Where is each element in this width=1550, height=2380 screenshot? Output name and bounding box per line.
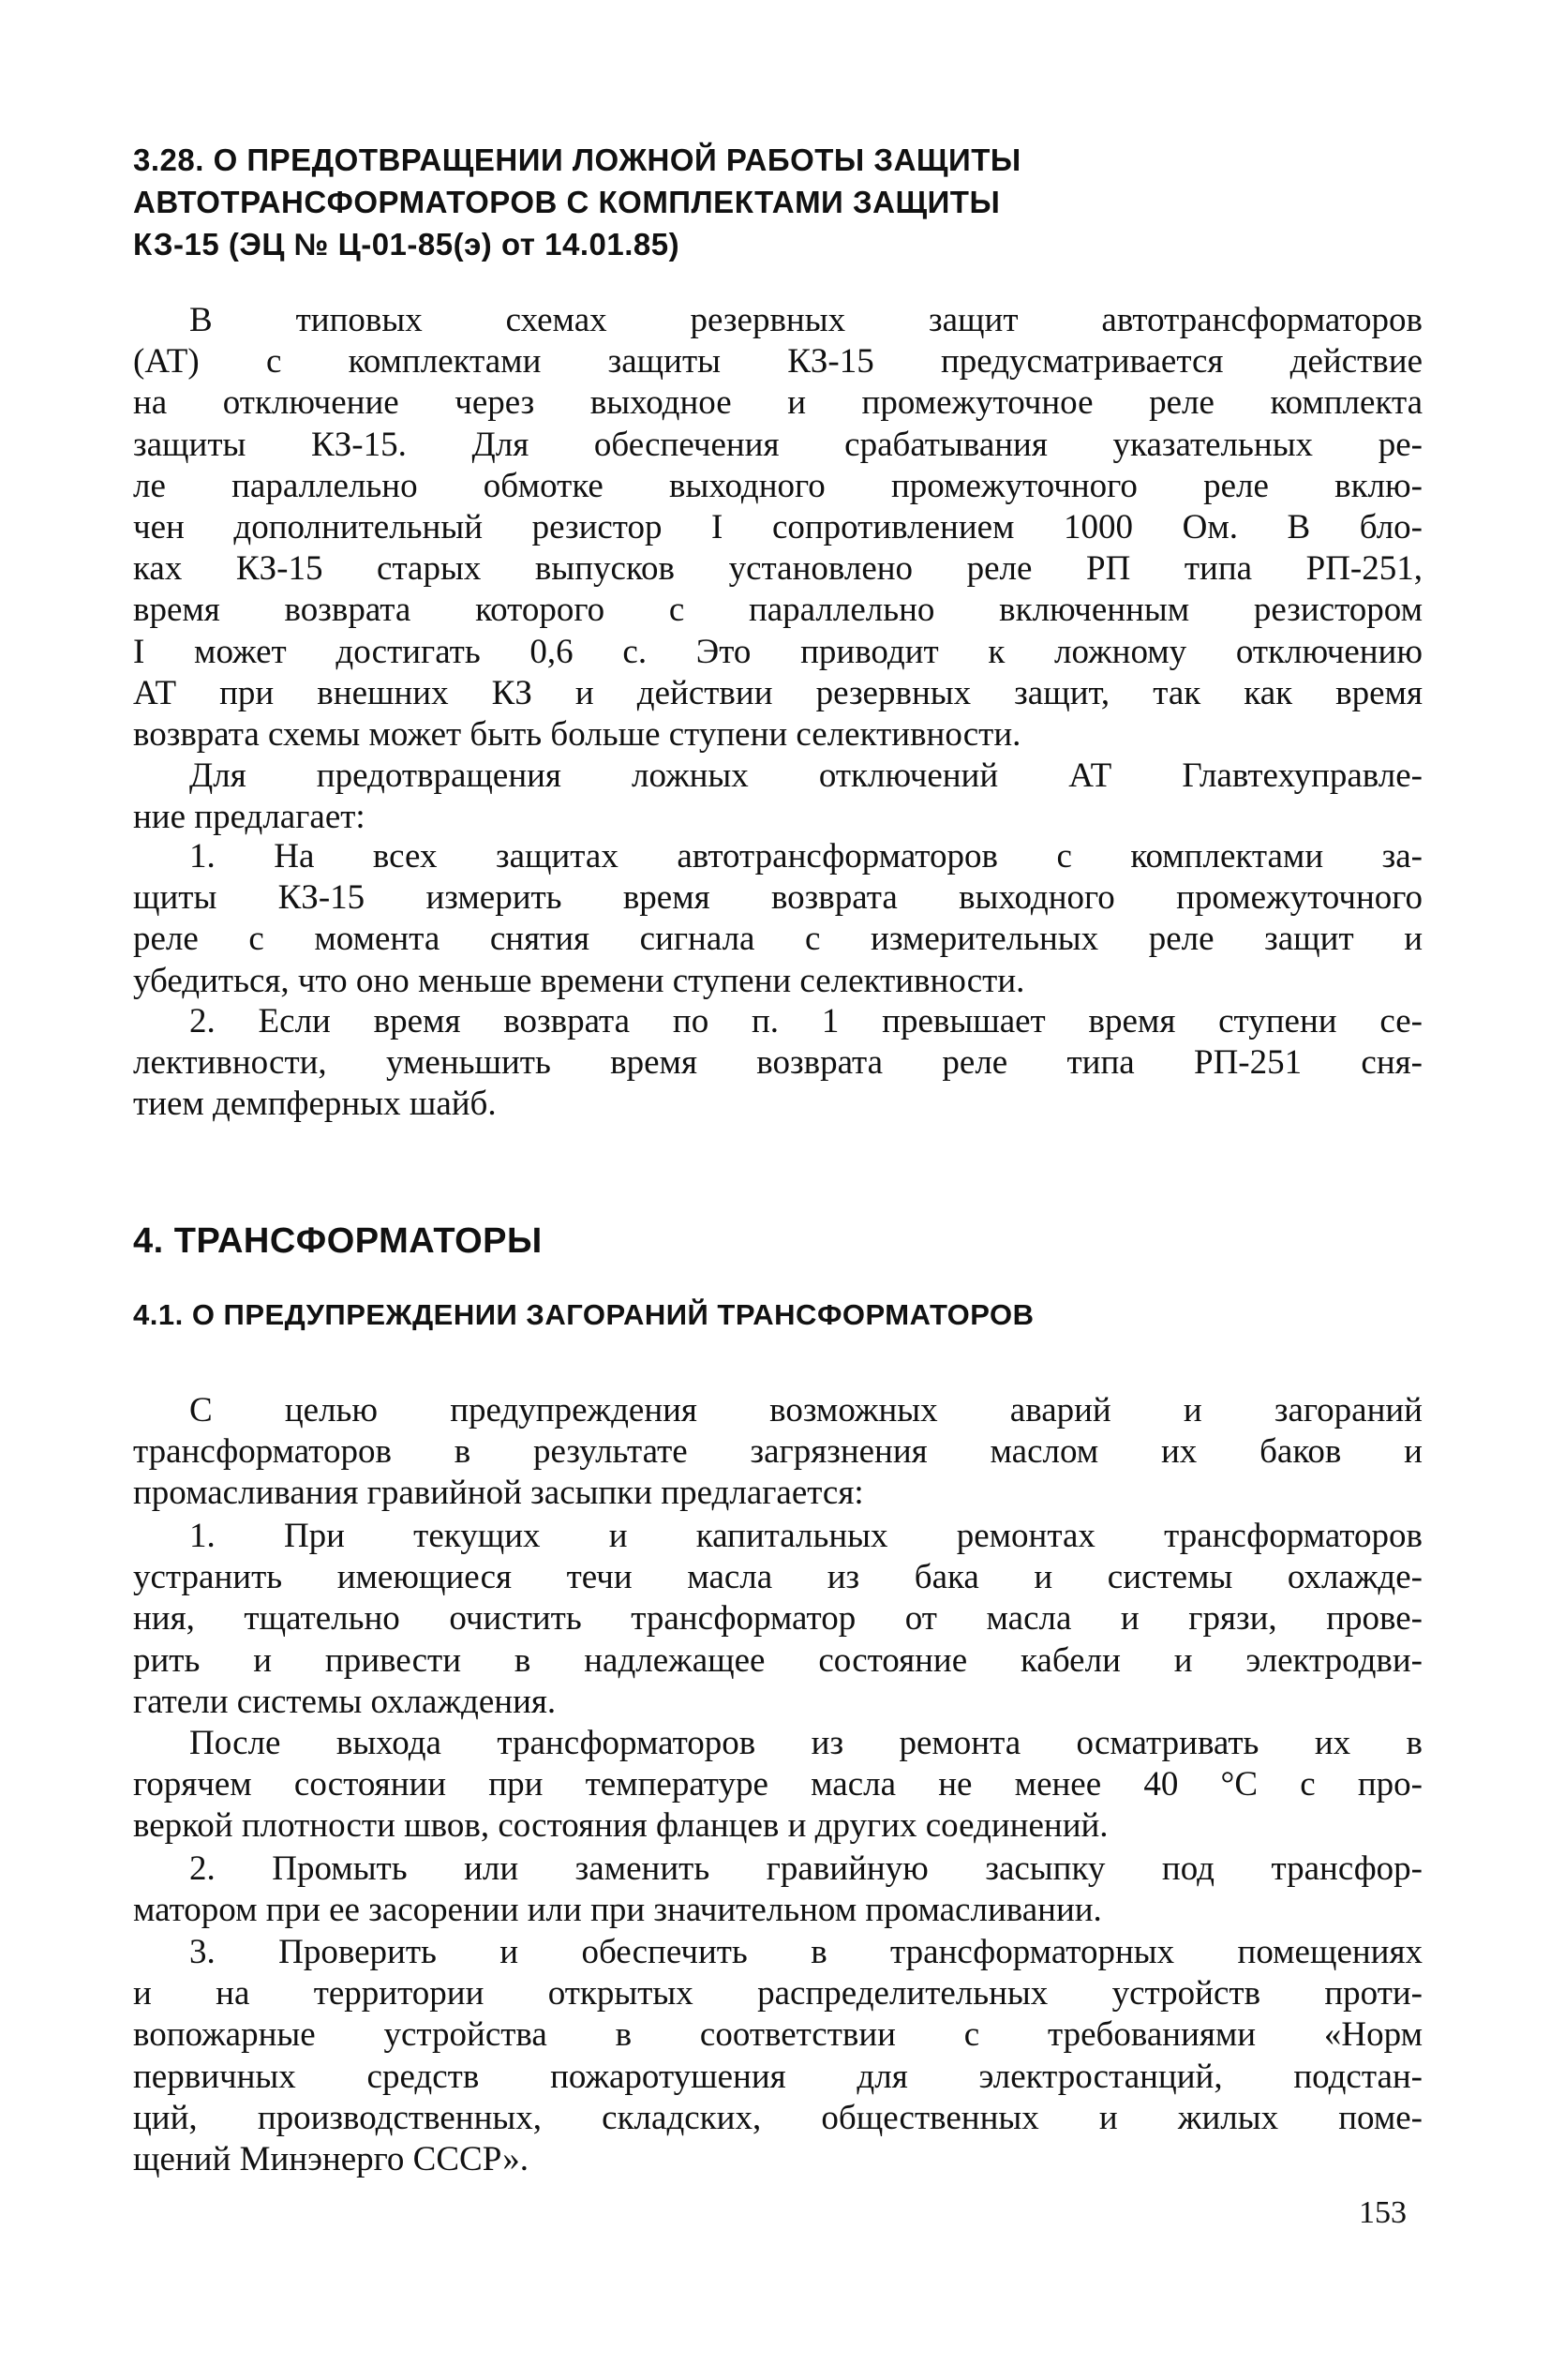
text-line: С целью предупреждения возможных аварий и загораний — [189, 1391, 1423, 1429]
text-line: 1. На всех защитах автотрансформаторов с комплектами за- — [189, 837, 1423, 876]
text-line: После выхода трансформаторов из ремонта осматривать их в — [189, 1724, 1423, 1762]
text-line: щений Минэнерго СССР». — [133, 2139, 529, 2178]
text-line: 2. Промыть или заменить гравийную засыпку под трансфор- — [189, 1849, 1423, 1888]
title-line: 3.28. О ПРЕДОТВРАЩЕНИИ ЛОЖНОЙ РАБОТЫ ЗАЩИТЫ — [133, 142, 1021, 177]
page-number: 153 — [1359, 2195, 1407, 2230]
text-line: возврата схемы может быть больше ступени селективности. — [133, 714, 1021, 754]
text-line: ций, производственных, складских, общественных и жилых поме- — [133, 2098, 1423, 2137]
text-line: трансформаторов в результате загрязнения маслом их баков и — [133, 1432, 1423, 1472]
text-line: веркой плотности швов, состояния фланцев и других соединений. — [133, 1806, 1109, 1846]
text-line: на отключение через выходное и промежуточное реле комплекта — [133, 383, 1423, 423]
text-line: реле с момента снятия сигнала с измерительных реле защит и — [133, 920, 1423, 959]
text-line: устранить имеющиеся течи масла из бака и системы охлажде- — [133, 1558, 1423, 1597]
text-line: горячем состоянии при температуре масла не менее 40 °С с про- — [133, 1765, 1423, 1804]
text-line: ние предлагает: — [133, 798, 365, 837]
paragraph — [133, 1723, 1423, 1848]
list-item — [133, 1516, 1423, 1723]
text-line: ле параллельно обмотке выходного промежуточного реле вклю- — [133, 466, 1423, 505]
text-line: Для предотвращения ложных отключений АТ Главтехуправле- — [189, 756, 1423, 795]
list-item — [133, 1001, 1423, 1126]
list-item — [133, 836, 1423, 1002]
text-line: вопожарные устройства в соответствии с требованиями «Норм — [133, 2015, 1423, 2055]
text-line: ках КЗ-15 старых выпусков установлено реле РП типа РП-251, — [133, 549, 1423, 589]
paragraph — [133, 756, 1423, 838]
text-line: лективности, уменьшить время возврата реле типа РП-251 сня- — [133, 1043, 1423, 1083]
text-line: 2. Если время возврата по п. 1 превышает время ступени се- — [189, 1002, 1423, 1040]
text-line: матором при ее засорении или при значительном промасливании. — [133, 1891, 1102, 1930]
text-line: время возврата которого с параллельно включенным резистором — [133, 591, 1423, 630]
text-line: 1. При текущих и капитальных ремонтах трансформаторов — [189, 1517, 1423, 1555]
paragraph — [133, 1390, 1423, 1515]
text-line: I может достигать 0,6 с. Это приводит к ложному отключению — [133, 632, 1423, 671]
list-item — [133, 1932, 1423, 2180]
text-line: первичных средств пожаротушения для электростанций, подстан- — [133, 2057, 1423, 2096]
text-line: и на территории открытых распределительных устройств проти- — [133, 1974, 1423, 2013]
subsection-title: 4.1. О ПРЕДУПРЕЖДЕНИИ ЗАГОРАНИЙ ТРАНСФОРМАТОРОВ — [133, 1298, 1035, 1331]
section-title — [133, 139, 1021, 265]
text-line: щиты КЗ-15 измерить время возврата выходного промежуточного — [133, 878, 1423, 918]
text-line: рить и привести в надлежащее состояние кабели и электродви- — [133, 1640, 1423, 1680]
text-line: АТ при внешних КЗ и действии резервных защит, так как время — [133, 673, 1423, 712]
text-line: гатели системы охлаждения. — [133, 1682, 557, 1721]
chapter-title: 4. ТРАНСФОРМАТОРЫ — [133, 1221, 543, 1261]
text-line: (АТ) с комплектами защиты КЗ-15 предусматривается действие — [133, 342, 1423, 382]
text-line: 3. Проверить и обеспечить в трансформаторных помещениях — [189, 1933, 1423, 1971]
text-line: защиты КЗ-15. Для обеспечения срабатывания указательных ре- — [133, 425, 1423, 464]
text-line: В типовых схемах резервных защит автотрансформаторов — [189, 301, 1423, 339]
text-line: промасливания гравийной засыпки предлагается: — [133, 1474, 864, 1513]
title-line: АВТОТРАНСФОРМАТОРОВ С КОМПЛЕКТАМИ ЗАЩИТЫ — [133, 185, 1001, 219]
title-line: КЗ-15 (ЭЦ № Ц-01-85(э) от 14.01.85) — [133, 227, 680, 262]
text-line: тием демпферных шайб. — [133, 1085, 497, 1124]
paragraph — [133, 300, 1423, 756]
text-line: чен дополнительный резистор I сопротивлением 1000 Ом. В бло- — [133, 507, 1423, 546]
list-item — [133, 1849, 1423, 1931]
text-line: ния, тщательно очистить трансформатор от масла и грязи, прове- — [133, 1599, 1423, 1639]
text-line: убедиться, что оно меньше времени ступени селективности. — [133, 961, 1025, 1000]
